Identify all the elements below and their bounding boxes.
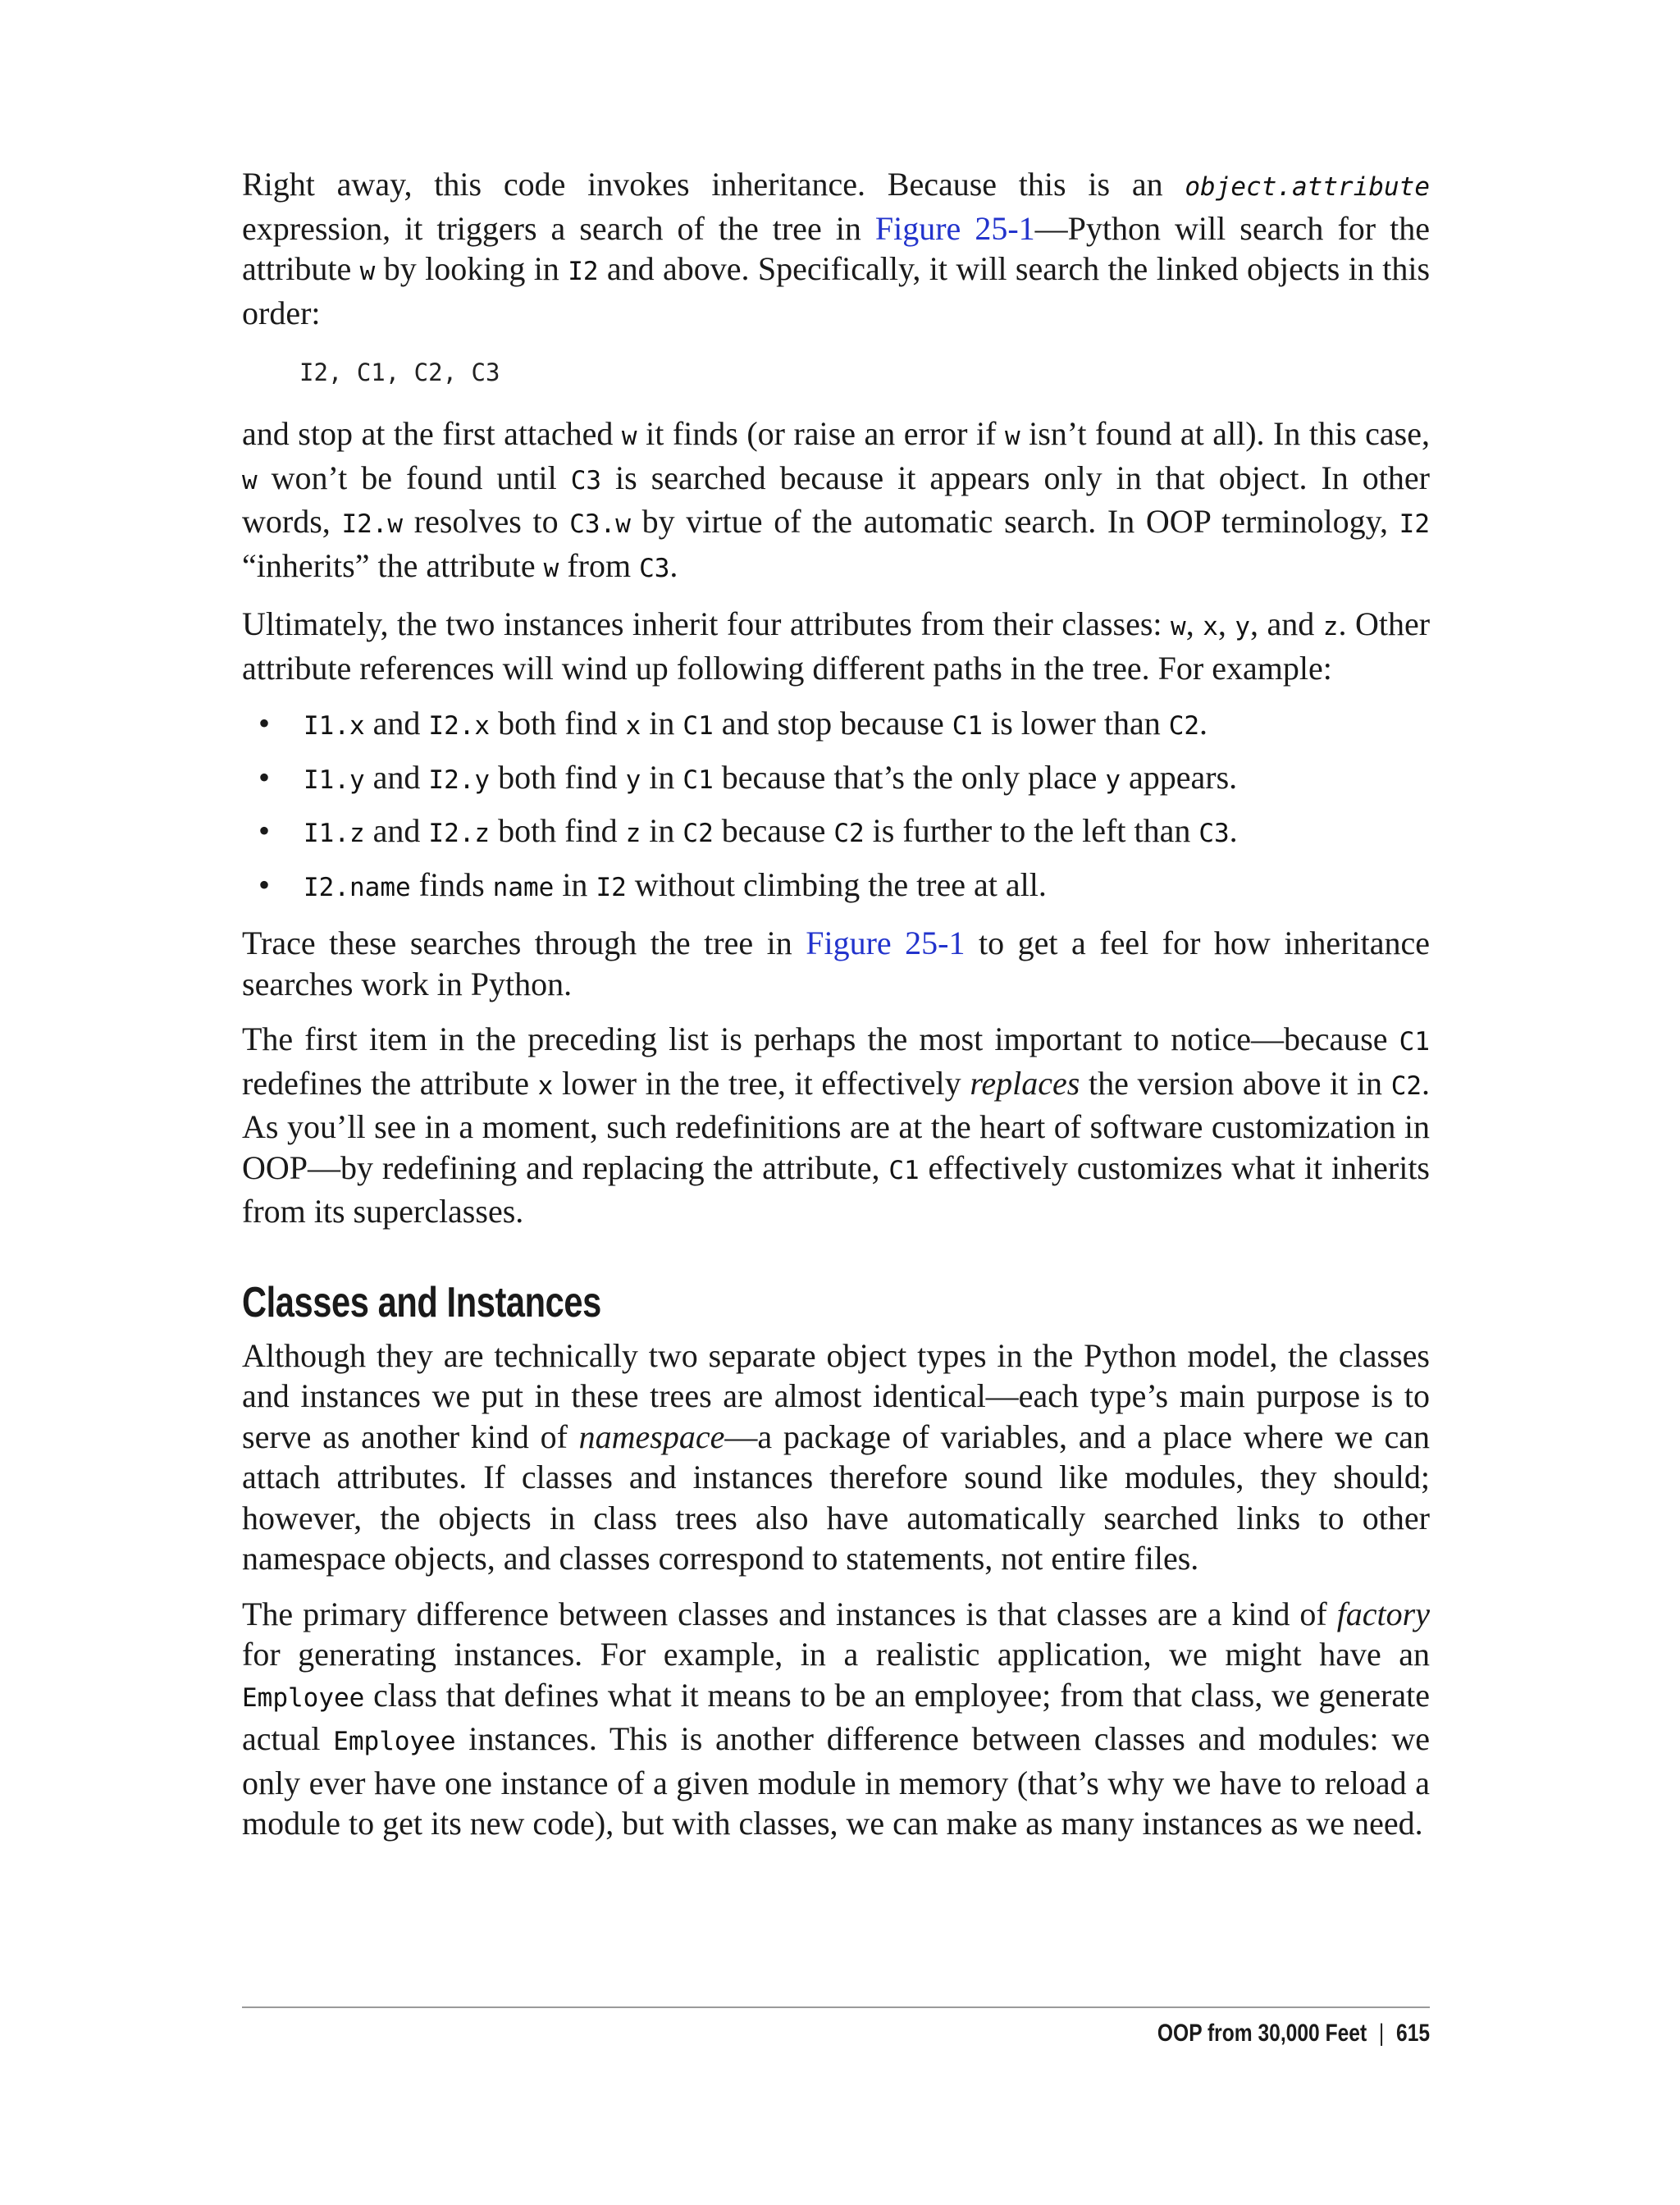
inline-code: C3.w <box>569 509 631 539</box>
inline-code: y <box>1235 612 1251 641</box>
inline-code: C3 <box>639 553 670 583</box>
page-content <box>242 164 1430 1859</box>
list-item: • I2.name finds name in I2 without climbing the tree at all. <box>242 865 1430 909</box>
list-item: • I1.y and I2.y both find y in C1 because that’s the only place y appears. <box>242 757 1430 801</box>
bullet-icon: • <box>258 758 271 796</box>
paragraph-factory: The primary difference between classes and instances is that classes are a kind of factory for generating instances. For example, in a realistic application, we might have an Employee class that defines what it means to be an employee; from that class, we generate actual Employee instances. This is another difference between classes and modules: we only ever have one instance of a given module in memory (that’s why we have to reload a module to get its new code), but with classes, we can make as many instances as we need. <box>242 1595 1430 1842</box>
paragraph-search-order: and stop at the first attached w it finds (or raise an error if w isn’t found at all). In this case, w won’t be found until C3 is searched because it appears only in that object. In other words, I2.w resolves to C3.w by virtue of the automatic search. In OOP terminology, I2 “inherits” the attribute w from C3. <box>242 415 1430 584</box>
inline-code: C1 <box>1399 1027 1430 1057</box>
inline-code: w <box>543 553 559 583</box>
paragraph-inheritance-intro: Right away, this code invokes inheritance. Because this is an object.attribute expression, it triggers a search of the tree in Figure 25-1—Python will search for the attribute w by looking in I2 and above. Specifically, it will search the linked objects in this order: <box>242 166 1431 331</box>
inline-code: w <box>1171 612 1186 641</box>
page-footer <box>1157 2020 1430 2048</box>
footer-separator: | <box>1378 2020 1385 2047</box>
paragraph-customization: The first item in the preceding list is perhaps the most important to notice—because C1 redefines the attribute x lower in the tree, it effectively replaces the version above it in C2. As you’ll see in a moment, such redefinitions are at the heart of software customization in OOP—by redefining and replacing the attribute, C1 effectively customizes what it inherits from its superclasses. <box>242 1020 1431 1230</box>
figure-link[interactable]: Figure 25-1 <box>806 924 966 961</box>
inline-code: I2.w <box>341 509 404 539</box>
figure-link[interactable]: Figure 25-1 <box>874 209 1035 247</box>
inline-code: w <box>242 465 258 495</box>
inline-code: z <box>1322 612 1339 641</box>
inline-code: Employee <box>333 1727 456 1756</box>
list-item: • I1.x and I2.x both find x in C1 and stop because C1 is lower than C2. <box>242 703 1430 747</box>
page-number: 615 <box>1395 2020 1430 2047</box>
bullet-list <box>242 703 1430 908</box>
code-block: I2, C1, C2, C3 <box>299 358 500 386</box>
inline-code: w <box>359 257 376 286</box>
inline-code: Employee <box>242 1682 365 1713</box>
bullet-icon: • <box>258 812 271 849</box>
paragraph-four-attributes: Ultimately, the two instances inherit four attributes from their classes: w, x, y, and z. Other attribute references will wind up following different paths in the tree. For example: <box>242 605 1431 687</box>
bullet-icon: • <box>258 705 271 742</box>
inline-code: object.attribute <box>1185 172 1430 202</box>
list-item: • I1.z and I2.z both find z in C2 because C2 is further to the left than C3. <box>242 810 1430 855</box>
paragraph-trace-searches: Trace these searches through the tree in Figure 25-1 to get a feel for how inheritance searches work in Python. <box>242 924 1430 1002</box>
inline-code: w <box>1004 422 1020 451</box>
inline-code: x <box>1203 612 1218 641</box>
inline-code: C3 <box>570 465 602 495</box>
inline-code: w <box>621 422 637 451</box>
inline-code: I2 <box>1399 509 1430 539</box>
section-heading: Classes and Instances <box>242 1278 601 1326</box>
bullet-icon: • <box>258 865 271 903</box>
footer-divider <box>242 2006 1430 2008</box>
inline-code: x <box>537 1071 554 1101</box>
running-title: OOP from 30,000 Feet <box>1157 2020 1367 2047</box>
paragraph-namespaces: Although they are technically two separate object types in the Python model, the classes and instances we put in these trees are almost identical—each type’s main purpose is to serve as another kind of namespace—a package of variables, and a place where we can attach attributes. If classes and instances therefore sound like modules, they should; however, the objects in class trees also have automatically searched links to other namespace objects, and classes correspond to statements, not entire files. <box>242 1336 1430 1577</box>
inline-code: C1 <box>888 1155 920 1185</box>
inline-code: C2 <box>1390 1071 1422 1101</box>
inline-code: I2 <box>568 257 599 286</box>
